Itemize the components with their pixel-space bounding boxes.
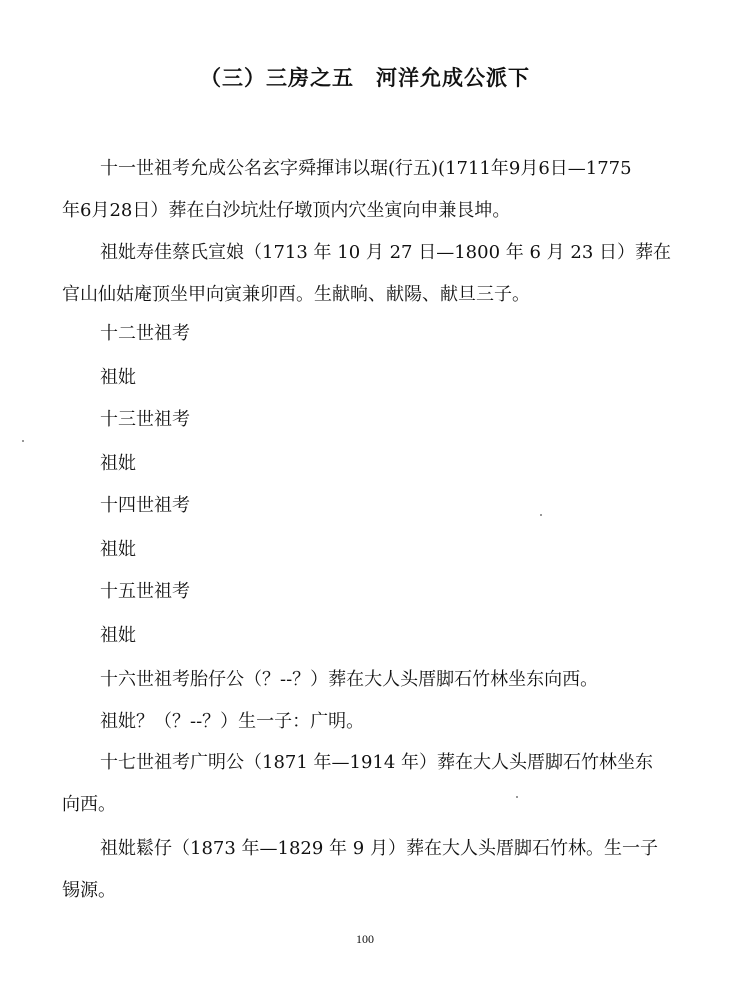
paragraph-line: 祖妣鬆仔（1873 年—1829 年 9 月）葬在大人头厝脚石竹林。生一子 [100, 838, 658, 859]
entry-generation-15-father: 十五世祖考 [100, 581, 190, 602]
page-number: 100 [356, 932, 374, 946]
entry-generation-13-father: 十三世祖考 [100, 409, 190, 430]
paragraph-line: 向西。 [62, 794, 116, 815]
paragraph-line: 年6月28日）葬在白沙坑灶仔墩顶内穴坐寅向申兼艮坤。 [62, 200, 511, 221]
entry-generation-14-father: 十四世祖考 [100, 495, 190, 516]
paragraph-generation-17-mother [62, 828, 682, 912]
entry-generation-13-mother: 祖妣 [100, 453, 136, 474]
entry-generation-16-mother: 祖妣？（？--？）生一子：广明。 [100, 711, 365, 732]
paragraph-generation-11-father [62, 148, 682, 232]
paragraph-line: 锡源。 [62, 880, 116, 901]
entry-generation-15-mother: 祖妣 [100, 625, 136, 646]
paragraph-generation-11-mother [62, 232, 682, 316]
entry-generation-16-father: 十六世祖考胎仔公（？--？）葬在大人头厝脚石竹林坐东向西。 [100, 669, 599, 690]
paragraph-line: 祖妣寿佳蔡氏宣娘（1713 年 10 月 27 日—1800 年 6 月 23 日）葬在 [100, 242, 671, 263]
scan-speck [516, 796, 518, 798]
paragraph-generation-17-father [62, 742, 682, 826]
scan-speck [22, 440, 24, 442]
entry-generation-12-mother: 祖妣 [100, 367, 136, 388]
paragraph-line: 十七世祖考广明公（1871 年—1914 年）葬在大人头厝脚石竹林坐东 [100, 752, 654, 773]
paragraph-line: 官山仙姑庵顶坐甲向寅兼卯酉。生献晌、献陽、献旦三子。 [62, 284, 530, 305]
page-title: （三）三房之五 河洋允成公派下 [200, 66, 530, 90]
entry-generation-12-father: 十二世祖考 [100, 323, 190, 344]
entry-generation-14-mother: 祖妣 [100, 539, 136, 560]
paragraph-line: 十一世祖考允成公名玄字舜揮讳以琚(行五)(1711年9月6日—1775 [100, 158, 632, 179]
scan-speck [540, 514, 542, 516]
